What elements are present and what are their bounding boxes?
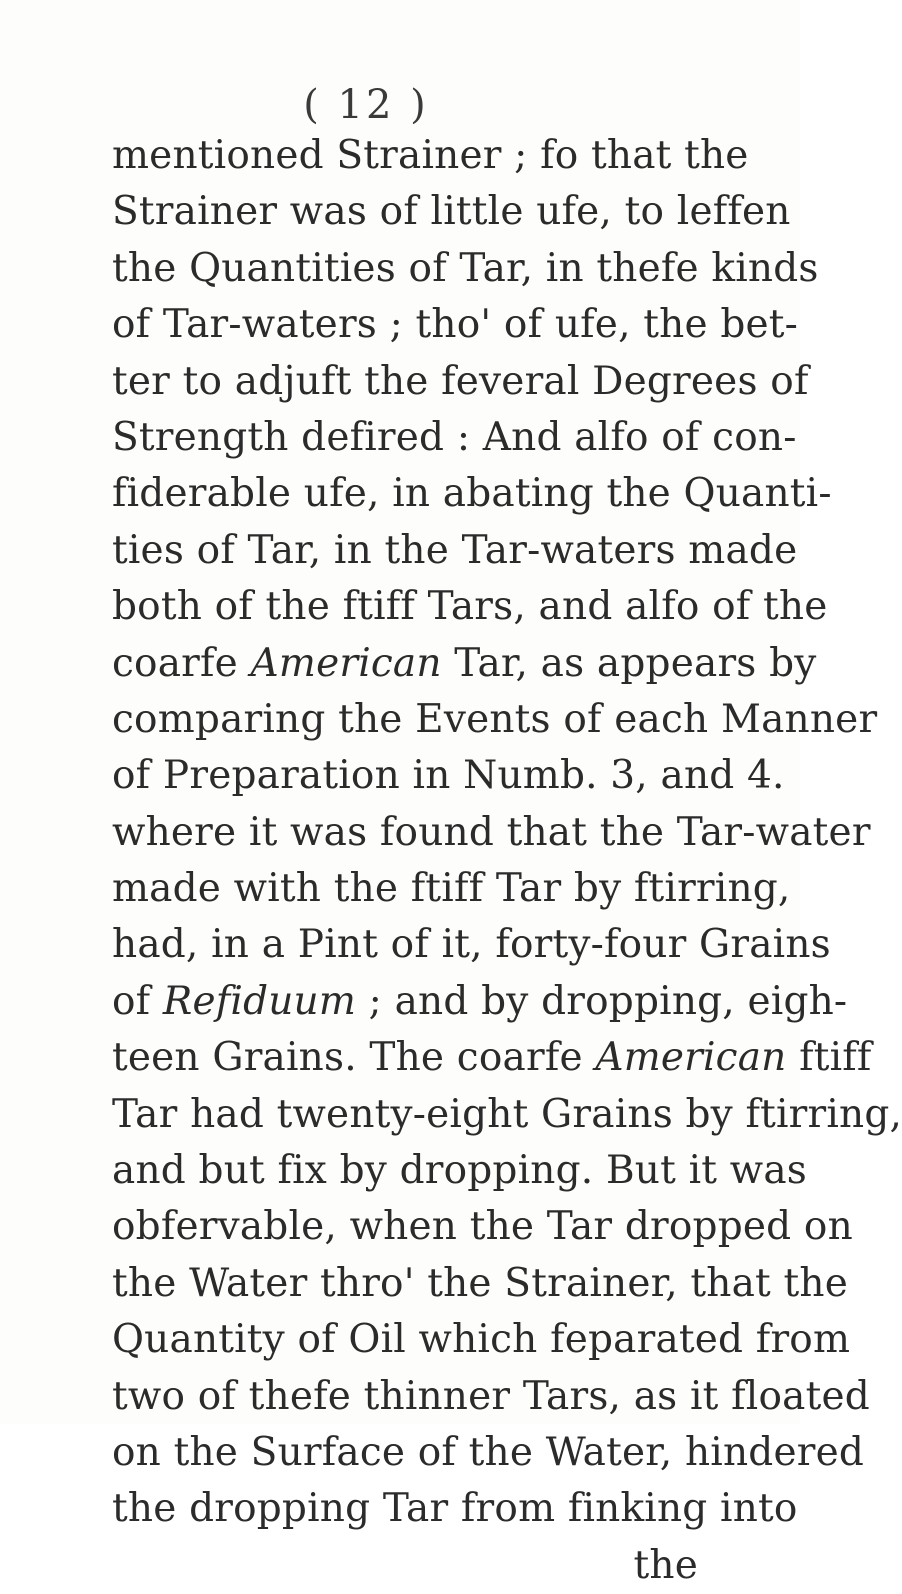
italic-segment: American — [250, 640, 442, 686]
text-line — [112, 636, 817, 692]
page-number: ( 12 ) — [303, 82, 429, 128]
text-segment: ter to adjuft the feveral Degrees of — [112, 358, 809, 404]
text-segment: two of thefe thinner Tars, as it floated — [112, 1373, 870, 1419]
text-line — [112, 974, 848, 1030]
text-segment: both of the ftiff Tars, and alfo of the — [112, 584, 828, 630]
text-line — [112, 692, 878, 748]
text-segment: of — [112, 978, 163, 1024]
text-line — [112, 241, 819, 297]
text-line — [112, 297, 799, 353]
text-segment: ftiff — [786, 1035, 872, 1081]
text-segment: Quantity of Oil which feparated from — [112, 1317, 851, 1363]
text-segment: the Quantities of Tar, in thefe kinds — [112, 245, 819, 291]
text-segment: Tar, as appears by — [441, 640, 817, 686]
text-segment: made with the ftiff Tar by ftirring, — [112, 866, 791, 912]
text-line — [112, 1312, 851, 1368]
text-line — [112, 917, 831, 973]
text-segment: ; and by dropping, eigh- — [356, 978, 848, 1024]
text-segment: obfervable, when the Tar dropped on — [112, 1204, 853, 1250]
text-line — [112, 1199, 853, 1255]
text-line — [112, 748, 785, 804]
text-segment: the Water thro' the Strainer, that the — [112, 1260, 848, 1306]
text-segment: on the Surface of the Water, hindered — [112, 1429, 865, 1475]
text-segment: the — [633, 1542, 698, 1588]
text-line — [112, 410, 797, 466]
text-segment: coarfe — [112, 640, 251, 686]
text-line — [112, 1369, 870, 1425]
text-line — [112, 1143, 807, 1199]
text-segment: comparing the Events of each Manner — [112, 696, 878, 742]
text-segment: Strength defired : And alfo of con- — [112, 414, 797, 460]
text-segment: of Preparation in Numb. 3, and 4. — [112, 753, 785, 799]
body-text — [112, 128, 902, 1594]
text-line — [112, 1087, 902, 1143]
text-segment: of Tar-waters ; tho' of ufe, the bet- — [112, 302, 799, 348]
text-line — [112, 128, 749, 184]
text-segment: the dropping Tar from finking into — [112, 1486, 798, 1532]
text-line — [112, 1425, 865, 1481]
italic-segment: American — [595, 1035, 787, 1081]
italic-segment: Refiduum — [162, 978, 357, 1024]
text-line — [112, 1256, 848, 1312]
text-segment: and but fix by dropping. But it was — [112, 1148, 807, 1194]
text-segment: Strainer was of little ufe, to leffen — [112, 189, 791, 235]
text-segment: Tar had twenty-eight Grains by ftirring, — [112, 1091, 902, 1137]
text-line — [112, 184, 791, 240]
text-line — [112, 466, 832, 522]
text-line — [112, 523, 798, 579]
text-line — [112, 805, 871, 861]
text-segment: had, in a Pint of it, forty-four Grains — [112, 922, 831, 968]
text-line — [112, 354, 809, 410]
text-line — [112, 1538, 702, 1594]
text-line — [112, 861, 791, 917]
text-line — [112, 579, 828, 635]
text-segment: fiderable ufe, in abating the Quanti- — [112, 471, 832, 517]
text-segment: mentioned Strainer ; fo that the — [112, 133, 749, 178]
text-segment: teen Grains. The coarfe — [112, 1035, 596, 1081]
text-segment: ties of Tar, in the Tar-waters made — [112, 527, 798, 573]
text-line — [112, 1481, 798, 1537]
text-segment: where it was found that the Tar-water — [112, 809, 871, 855]
text-line — [112, 1030, 872, 1086]
